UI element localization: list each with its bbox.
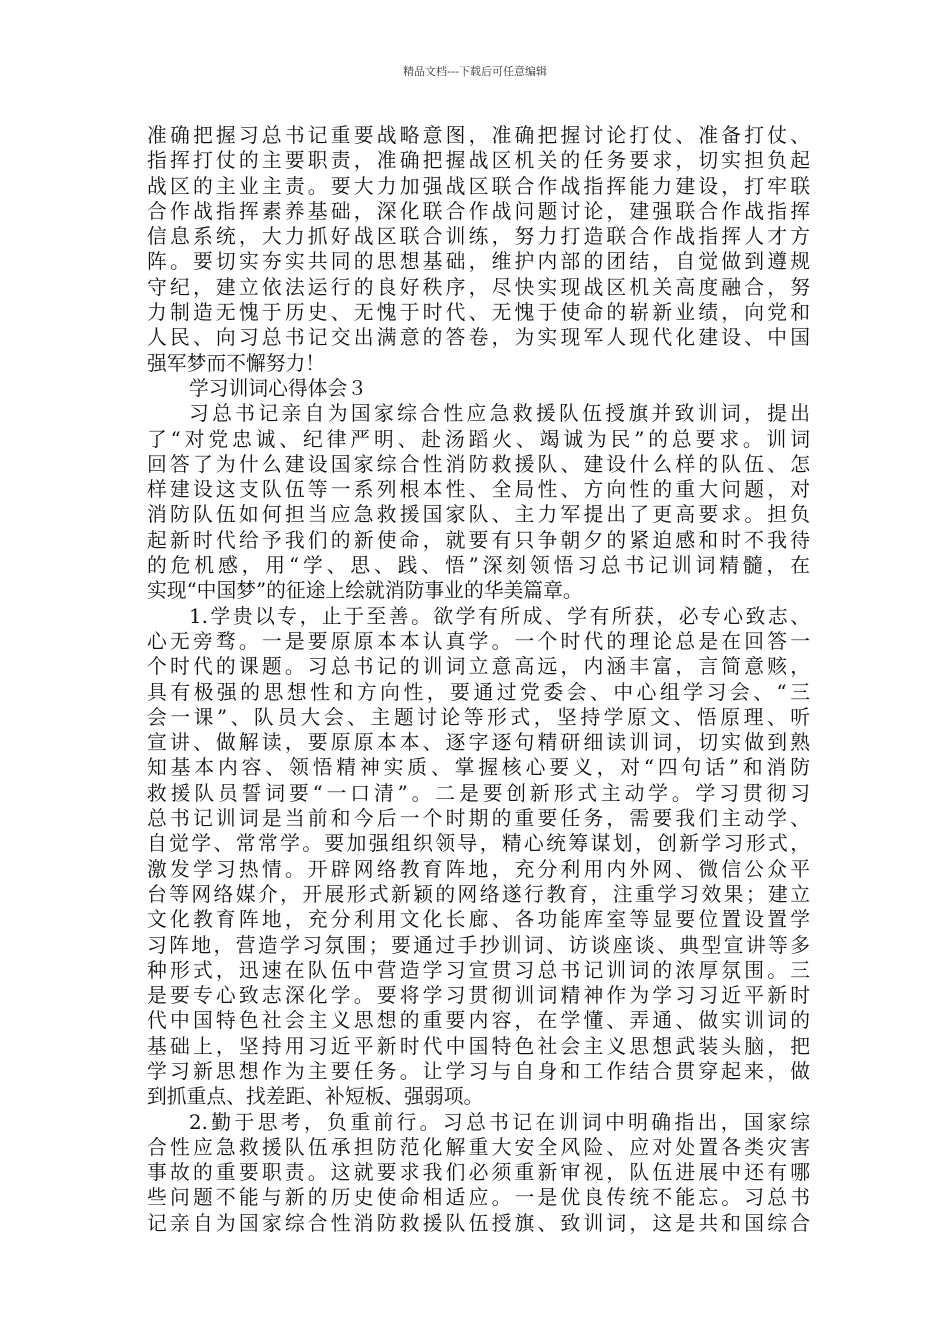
text-line: 事故的重要职责。这就要求我们必须重新审视，队伍进展中还有哪 [147,1161,810,1185]
text-line: 消防队伍如何担当应急救援国家队、主力军提出了更高要求。担负 [147,503,810,527]
text-line: 台等网络媒介，开展形式新颖的网络遂行教育，注重学习效果；建立 [147,882,810,906]
document-body [147,123,810,1236]
text-line: 心无旁骛。一是要原原本本认真学。一个时代的理论总是在回答一 [147,629,810,653]
text-line: 的危机感，用“学、思、践、悟”深刻领悟习总书记训词精髓，在 [147,554,810,578]
text-line: 记亲自为国家综合性消防救援队伍授旗、致训词，这是共和国综合 [147,1211,810,1235]
text-line: 指挥打仗的主要职责，准确把握战区机关的任务要求，切实担负起 [147,149,810,173]
text-line: 强军梦而不懈努力！ [147,351,326,375]
text-line: 合作战指挥素养基础，深化联合作战问题讨论，建强联合作战指挥 [147,199,810,223]
text-line: 信息系统，大力抓好战区联合训练，努力打造联合作战指挥人才方 [147,225,810,249]
text-line: 救援队员誓词要“一口清”。二是要创新形式主动学。学习贯彻习 [147,781,810,805]
text-line: 文化教育阵地，充分利用文化长廊、各功能库室等显要位置设置学 [147,908,810,932]
text-line: 1.学贵以专，止于至善。欲学有所成、学有所获，必专心致志、 [189,604,810,628]
text-line: 具有极强的思想性和方向性，要通过党委会、中心组学习会、“三 [147,680,810,704]
text-line: 合性应急救援队伍承担防范化解重大安全风险、应对处置各类灾害 [147,1135,810,1159]
text-line: 知基本内容、领悟精神实质、掌握核心要义，对“四句话”和消防 [147,756,810,780]
text-line: 代中国特色社会主义思想的重要内容，在学懂、弄通、做实训词的 [147,1009,810,1033]
page-header [0,64,950,80]
text-line: 回答了为什么建设国家综合性消防救援队、建设什么样的队伍、怎 [147,452,810,476]
text-line: 习总书记亲自为国家综合性应急救援队伍授旗并致训词，提出 [189,402,810,426]
text-line: 力制造无愧于历史、无愧于时代、无愧于使命的崭新业绩，向党和 [147,301,810,325]
header-text: 精品文档---下载后可任意编辑 [403,65,547,78]
heading-line: 学习训词心得体会３ [189,376,368,400]
text-line: 会一课”、队员大会、主题讨论等形式，坚持学原文、悟原理、听 [147,705,810,729]
text-line: 阵。要切实夯实共同的思想基础，维护内部的团结，自觉做到遵规 [147,250,810,274]
text-line: 宣讲、做解读，要原原本本、逐字逐句精研细读训词，切实做到熟 [147,731,810,755]
text-line: 起新时代给予我们的新使命，就要有只争朝夕的紧迫感和时不我待 [147,528,810,552]
paragraph [147,604,810,1110]
text-line: 了“对党忠诚、纪律严明、赴汤蹈火、竭诚为民”的总要求。训词 [147,427,810,451]
text-line: 自觉学、常常学。要加强组织领导，精心统筹谋划，创新学习形式， [147,832,810,856]
text-line: 种形式，迅速在队伍中营造学习宣贯习总书记训词的浓厚氛围。三 [147,958,810,982]
text-line: 激发学习热情。开辟网络教育阵地，充分利用内外网、微信公众平 [147,857,810,881]
text-line: 到抓重点、找差距、补短板、强弱项。 [147,1085,484,1109]
text-line: 总书记训词是当前和今后一个时期的重要任务，需要我们主动学、 [147,807,810,831]
text-line: 准确把握习总书记重要战略意图，准确把握讨论打仗、准备打仗、 [147,124,810,147]
text-line: 基础上，坚持用习近平新时代中国特色社会主义思想武装头脑，把 [147,1034,810,1058]
text-line: 2.勤于思考，负重前行。习总书记在训词中明确指出，国家综 [189,1110,810,1134]
text-line: 样建设这支队伍等一系列根本性、全局性、方向性的重大问题，对 [147,478,810,502]
paragraph [147,1110,810,1236]
text-line: 些问题不能与新的历史使命相适应。一是优良传统不能忘。习总书 [147,1186,810,1210]
text-line: 战区的主业主责。要大力加强战区联合作战指挥能力建设，打牢联 [147,174,810,198]
text-line: 是要专心致志深化学。要将学习贯彻训词精神作为学习习近平新时 [147,984,810,1008]
text-line: 守纪，建立依法运行的良好秩序，尽快实现战区机关高度融合，努 [147,275,810,299]
section-heading [147,376,810,401]
text-line: 学习新思想作为主要任务。让学习与自身和工作结合贯穿起来，做 [147,1059,810,1083]
text-line: 个时代的课题。习总书记的训词立意高远，内涵丰富，言简意赅， [147,655,810,679]
paragraph [147,401,810,603]
paragraph [147,123,810,376]
text-line: 人民、向习总书记交出满意的答卷，为实现军人现代化建设、中国 [147,326,810,350]
text-line: 实现“中国梦”的征途上绘就消防事业的华美篇章。 [147,579,583,603]
text-line: 习阵地，营造学习氛围；要通过手抄训词、访谈座谈、典型宣讲等多 [147,933,810,957]
